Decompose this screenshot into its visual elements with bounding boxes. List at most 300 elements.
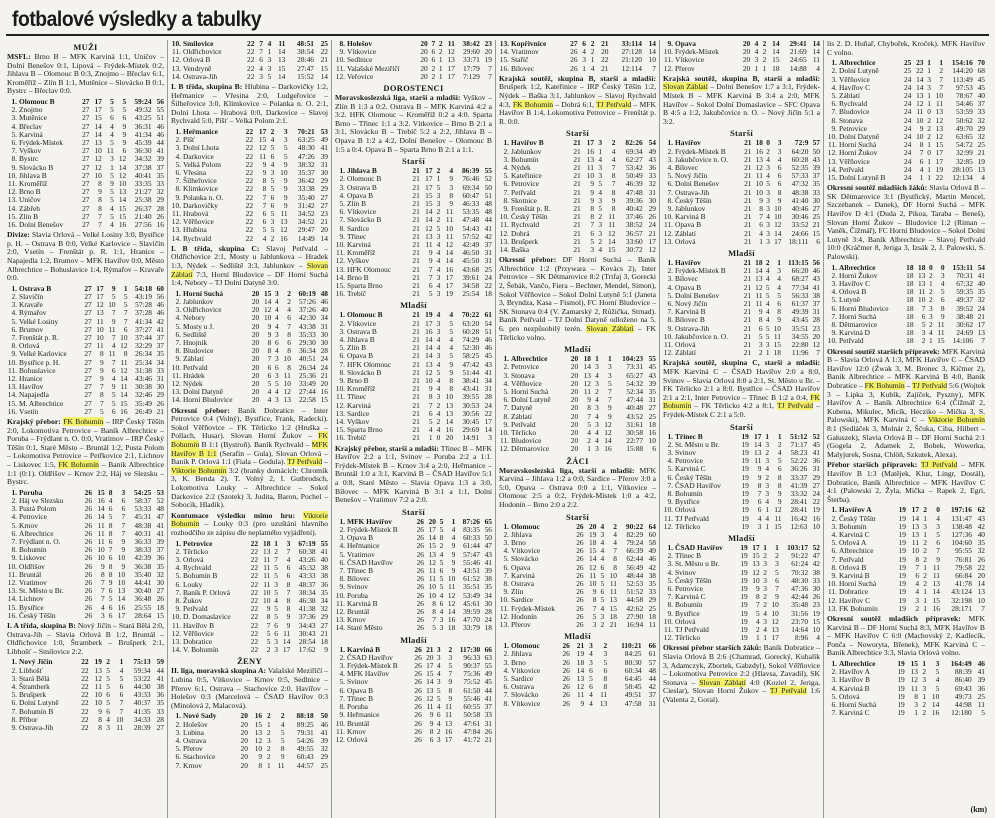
stat-cell: 5 [432,623,436,633]
stat-cell: 32 [977,115,985,125]
stat-cell: 12 [118,154,127,164]
standings-table [171,290,328,405]
stat-cell: 10 [977,595,985,605]
highlighted-club: Viktorie Bohumín [928,415,985,425]
stat-cell: 16:94 [626,620,644,629]
stat-cell: 16 [117,602,126,612]
highlighted-club: TJ Petřvald [287,457,323,467]
stat-cell: 49 [320,135,328,145]
stat-cell: 19 [897,691,905,701]
stat-cell: 22:80 [791,340,809,350]
stat-cell: 3 [598,138,603,148]
stat-cell: 44 [156,137,164,147]
rank-cell: 5. [667,464,673,474]
column-4 [496,40,660,818]
stat-cell: 11 [755,290,763,300]
stat-cell: 9 [111,382,116,392]
stat-cell: 48:30 [791,575,809,585]
masthead [6,0,989,36]
stat-cell: 20 [251,346,260,356]
stat-cell: 22 [250,538,259,548]
team-cell: ČSAD Havířov [347,557,393,567]
stat-cell: 26 [414,710,422,720]
competition-name: I. B třída, skupina C: [171,243,260,253]
stat-cell: 59:24 [134,96,152,106]
stat-cell: 27 [82,146,90,156]
rank-cell: 9. [175,192,181,202]
stat-cell: 16 [254,711,263,721]
stat-cell: 41 [977,667,985,677]
columns-container [4,40,991,818]
team-cell: Nebory [183,313,206,323]
stat-cell: 35:51 [791,323,809,333]
stat-cell: 3 [589,641,593,651]
stat-cell: 12 [935,115,944,125]
stat-cell: 5 [439,516,444,526]
team-cell: Petrovice [183,538,213,548]
rank-cell: 14. [335,417,345,427]
stat-cell: 35 [156,561,164,571]
stat-cell: 48:44 [626,570,644,580]
stat-cell: 8 [587,403,591,413]
team-cell: Albrechtice [839,58,876,68]
stat-cell: 5 [123,300,128,310]
stat-cell: 15 [609,603,617,613]
stat-cell: 2 [267,727,271,737]
team-cell: Hnojník [183,338,208,348]
stat-cell: 26 [414,661,422,671]
stat-cell: 10 [97,545,105,555]
stat-cell: 38 [320,571,328,581]
stat-cell: 20 [977,570,985,580]
rank-cell: 5. [175,321,181,331]
rank-cell: 3. [11,113,17,123]
rank-cell: 8. [667,489,673,499]
stat-cell: 164:49 [950,658,972,668]
rank-cell: 8. [11,714,17,724]
stat-cell: 19 [898,538,906,548]
stat-cell: 4 [765,307,770,317]
stat-cell: 4 [600,537,605,547]
stat-cell: 21 [412,264,420,274]
stat-cell: 10 [752,575,760,585]
stat-cell: 8 [108,520,113,530]
stat-cell: 86:39 [461,166,480,176]
team-cell: Bystřice [19,602,44,612]
stat-cell: 11 [96,341,104,351]
stat-cell: 22 [81,673,89,683]
team-cell: Polanka n. O. [183,192,224,202]
stat-cell: 15 [425,190,433,200]
stat-cell: 2 [915,603,920,613]
stat-cell: 8 [777,472,782,482]
stat-cell: 46:39 [625,179,643,189]
stat-cell: 54 [648,138,656,148]
stat-cell: 5 [449,326,454,336]
stat-cell: 11 [910,683,918,693]
stat-cell: 1 [927,164,931,174]
team-cell: Bílovec [675,162,698,172]
stat-cell: 14 [447,607,456,617]
stat-cell: 6 [757,497,762,507]
team-cell: Orlová [675,340,696,350]
stat-cell: 26 [84,569,93,579]
stat-cell: 22 [250,595,259,605]
stat-cell: 8 [99,349,104,359]
stat-cell: 13 [918,270,926,280]
stat-cell: 39 [648,378,656,388]
stat-cell: 5 [106,682,110,692]
rank-cell: 2. [11,105,17,115]
stat-cell: 58:45 [624,682,642,692]
stat-cell: 7 [488,63,492,73]
section-heading: MUŽI [73,42,98,52]
team-cell: Brumov [19,324,44,334]
stat-cell: 26 [84,537,93,546]
stat-cell: 56:49 [626,562,644,572]
stat-cell: 1 [923,513,927,523]
stat-cell: 21 [320,55,328,65]
stat-cell: 14 [604,436,612,446]
stat-cell: 54:26 [296,735,314,745]
stat-cell: 43 [648,154,656,164]
stat-cell: 13 [599,698,608,708]
stat-cell: 46 [977,658,985,668]
stat-cell: 26 [84,586,93,596]
stat-cell: 9 [262,159,267,169]
stat-cell: 2 [106,657,110,667]
stat-cell: 39:55 [462,392,480,402]
stat-cell: 2 [775,551,779,561]
team-cell: Ostrava-Jih [675,323,710,333]
stat-cell: 11 [937,320,945,329]
rank-cell: 13. [663,236,673,246]
stat-cell: 14 [282,636,291,646]
table-row [335,736,492,744]
stat-cell: 3 [592,620,597,629]
stat-cell: 6 [275,362,279,372]
stat-cell: 10 [771,608,779,618]
stat-cell: 5 [274,587,278,597]
stat-cell: 55 [484,661,492,671]
stat-cell: 35 [484,582,492,592]
rank-cell: 6. [11,528,17,538]
stat-cell: 26 [576,578,584,588]
team-cell: Vítkovice [511,546,541,556]
rank-cell: 9. [11,723,17,733]
stat-cell: 31 [320,321,328,331]
stat-cell: 21 [573,212,581,222]
stat-cell: 5 [110,96,114,106]
stat-cell: 9 [777,315,781,325]
stat-cell: 8 [98,203,102,213]
rank-cell: 15. [7,211,17,221]
rank-cell: 7. [667,307,673,317]
stat-cell: 47 [484,541,492,551]
stat-cell: 51:52 [626,587,644,597]
stat-cell: 42:39 [134,553,152,563]
stat-cell: 25 [320,40,328,48]
stat-cell: 48 [484,198,492,208]
stat-cell: 56 [156,96,164,106]
stat-cell: 8 [108,528,113,538]
stat-cell: 44:30 [133,682,151,692]
stat-cell: 19 [898,521,906,531]
rank-cell: 9. [11,349,17,359]
stat-cell: 15 [258,135,267,145]
stat-cell: 4 [436,359,441,369]
rank-cell: 1. [831,658,837,668]
stat-cell: 19 [898,513,906,523]
stat-cell: 26 [562,682,570,692]
table-row [827,709,985,717]
stat-cell: 11 [583,386,591,396]
team-cell: St. Město u Br. [675,559,720,569]
stat-cell: 19 [898,603,906,613]
stat-cell: 9 [757,464,762,474]
section-heading: Starší [401,506,426,517]
team-cell: Albrechtice [19,528,54,538]
stat-cell: 10 [263,587,271,597]
team-cell: Český Těšín [675,195,712,205]
stat-cell: 16:42 [790,513,808,523]
stat-cell: 24:65 [789,55,807,65]
stat-cell: 2 [287,288,291,298]
stat-cell: 26 [414,734,422,744]
stat-cell: 12 [283,387,291,397]
stat-cell: 55 [648,354,656,364]
stat-cell: 13 [444,718,453,728]
stat-cell: 38 [156,682,164,692]
rank-cell: 12. [335,400,345,410]
stat-cell: 52 [156,495,164,505]
stat-cell: 20 [420,40,428,48]
stat-cell: 24 [903,173,912,183]
stat-cell: 8 [449,376,454,386]
stat-cell: 30:38 [135,382,153,392]
team-cell: Sardice [511,674,534,684]
stat-cell: 4 [267,395,272,405]
competition-name: I. B třída, skupina B: [171,82,243,92]
stat-cell: 33:32 [790,489,808,499]
rank-cell: 12. [663,348,673,358]
stat-cell: 14:106 [952,336,974,346]
stat-cell: 7 [939,82,944,92]
stat-cell: 21 [412,367,420,377]
stat-cell: 7 [99,382,104,392]
rank-cell: 11. [8,365,17,375]
stat-cell: 38 [320,563,328,573]
stat-cell: 49:73 [954,691,972,701]
stat-cell: 13 [254,727,263,737]
team-cell: TJ Petřvald [675,513,709,523]
stat-cell: 5 [270,176,275,186]
team-cell: Karviná [511,570,535,580]
stat-cell: 43:19 [135,291,153,301]
team-cell: Vratimov [511,47,539,57]
team-cell: Rýmařov [19,308,47,318]
stat-cell: 27 [82,121,90,131]
team-cell: Petrovice [675,584,703,594]
rank-cell: 3. [667,448,673,458]
stat-cell: 58:37 [134,495,152,505]
rank-cell: 2. [339,525,345,535]
stat-cell: 1 [119,657,124,667]
stat-cell: 3 [436,734,441,744]
stat-cell: 34 [320,313,328,323]
stat-cell: 4 [267,387,272,397]
stat-cell: 35 [977,538,985,548]
stat-cell: 2 [448,644,453,654]
stat-cell: 17:79 [462,63,480,73]
team-cell: Jihlava [511,529,532,539]
stat-cell: 4 [598,154,603,164]
stat-cell: 24 [903,99,912,109]
stat-cell: 36 [156,553,164,563]
stat-cell: 31 [648,395,656,405]
stat-cell: 2 [762,47,767,57]
stat-cell: 27 [82,195,90,205]
team-cell: Bludovice [839,107,870,117]
stat-cell: 18:111 [788,236,809,246]
team-cell: Sardice [347,223,370,233]
rank-cell: 4. [11,512,17,522]
stat-cell: 6 [259,55,263,65]
team-cell: Uničov [19,195,41,205]
team-cell: Bruntál [347,607,370,617]
stat-cell: 4 [436,281,441,291]
team-cell: Šilheřovice [183,176,217,186]
stat-cell: 8 [98,714,102,724]
stat-cell: 9 [283,200,288,210]
stat-cell: 3 [928,311,933,321]
stat-cell: 22 [484,408,492,418]
stat-cell: 18 [648,611,656,621]
stat-cell: 30:53 [462,400,480,410]
stat-cell: 64:20 [791,146,809,156]
rank-cell: 11. [500,436,509,446]
team-cell: Karviná B [675,212,706,222]
stat-cell: 2 [436,215,441,225]
team-cell: Dolní Lhota [183,143,219,153]
team-cell: ČSAD Havířov [675,480,721,490]
stat-cell: 10 [447,574,456,584]
stat-cell: 5 [110,170,114,180]
stat-cell: 24 [812,489,820,499]
stat-cell: 49 [648,546,656,556]
stat-cell: 33:37 [790,472,808,482]
rank-cell: 6. [831,99,837,109]
stat-cell: 11 [773,331,781,341]
standings-table [827,264,985,346]
stat-cell: 26 [84,504,93,514]
stat-cell: 39 [977,675,985,685]
stat-cell: 58:23 [790,448,808,458]
stat-cell: 89:25 [296,719,314,729]
stat-cell: 15 [774,521,782,531]
stat-cell: 5 [600,578,605,588]
stat-cell: 26 [414,685,422,695]
stat-cell: 49:39 [791,307,809,317]
stat-cell: 14 [120,390,128,400]
stat-cell: 6 [777,179,782,189]
rank-cell: 1. [831,262,837,272]
stat-cell: 18 [906,262,914,272]
stat-cell: 8 [915,554,920,564]
stat-cell: 19 [741,521,749,531]
stat-cell: 14 [911,513,920,523]
stat-cell: 37 [156,341,164,351]
stat-cell: 29:41 [789,40,807,48]
stat-cell: 29:69 [462,425,480,435]
highlighted-club: TJ Petřvald [776,401,814,411]
rank-cell: 5. [11,520,17,530]
results-paragraph: MSFL: Brno B – MFK Karviná 1:1, Uničov – Dolní Benešov 0:1, Lipová – Frýdek-Místek 0:2, Jihlava B – Olomouc B 0:3, Znojmo – Břeclav 6:1, Kroměříž – Zlín B 1:1, Mutěnice – Slovácko B 0:1, Bystrc – Břeclav 0:0. [7,52,164,96]
stat-cell: 27 [320,620,328,630]
team-cell: Slovácko B [347,367,382,377]
stat-cell: 26 [416,623,424,633]
team-cell: Karviná B [839,570,870,580]
stat-cell: 10 [589,578,597,588]
stat-cell: 43:41 [462,384,480,394]
stat-cell: 13 [428,549,436,559]
stat-cell: 8 [611,187,616,197]
stat-cell: 1 [927,58,931,68]
stat-cell: 7 [98,211,102,221]
competition-name: Krajská soutěž, skupina C, starší a mladší: [663,358,820,368]
stat-cell: 4 [777,448,782,458]
stat-cell: 8 [123,349,128,359]
stat-cell: 12 [910,675,918,685]
stat-cell: 33:114 [621,40,642,48]
stat-cell: 21 [744,187,752,197]
highlighted-club: FK Bohumín [63,417,104,427]
stat-cell: 16 [320,387,328,397]
highlighted-club: MFK Havířov B 1:1 [171,440,328,458]
stat-cell: 19 [740,584,748,594]
stat-cell: 27 [84,349,92,359]
stat-cell: 4 [754,47,759,57]
stat-cell: 41 [812,448,820,458]
stat-cell: 10 [254,744,263,754]
stat-cell: 2 [431,71,436,81]
stat-cell: 75:36 [463,669,481,679]
stat-cell: 6 [108,553,113,563]
stat-cell: 2 [595,386,599,396]
rank-cell: 12. [171,217,181,227]
stat-cell: 8 [287,329,291,339]
stat-cell: 20 [240,744,248,754]
stat-cell: 2 [590,40,595,48]
team-cell: Frýdek-Místek B [675,146,726,156]
team-cell: Dolní Lutyně [839,66,879,76]
stat-cell: 3 [436,231,441,241]
stat-cell: 21 [743,340,752,350]
team-cell: Havířov [675,138,701,148]
rank-cell: 12. [663,228,673,238]
team-cell: Sparta Brno [347,425,383,435]
stat-cell: 3 [582,55,586,65]
stat-cell: 5 [275,379,279,389]
team-cell: Klimkovice [183,184,218,194]
team-cell: Český Těšín [839,513,876,523]
stat-cell: 6 [431,55,436,65]
team-cell: Jihlava B [19,170,47,180]
stat-cell: 43:46 [135,374,153,384]
team-cell: Vítkovice [347,318,377,328]
stat-cell: 50 [812,146,820,156]
team-cell: Krnov [347,615,366,625]
